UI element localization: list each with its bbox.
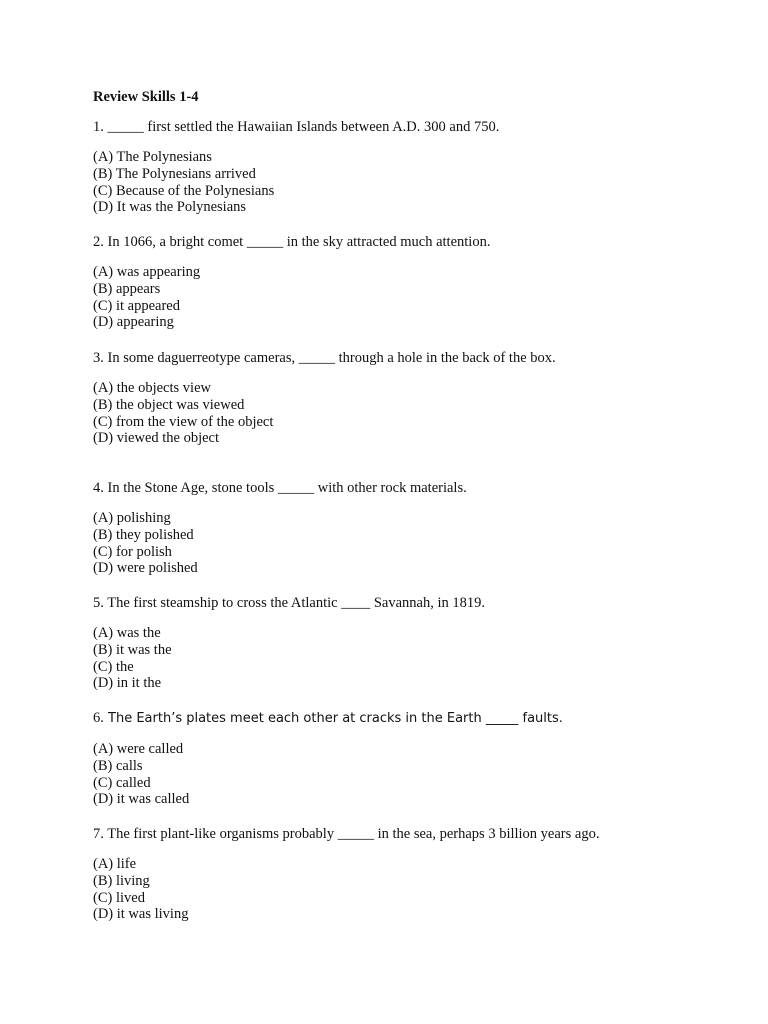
question-stem: 2. In 1066, a bright comet _____ in the sky attracted much attention. — [93, 234, 491, 250]
question-stem: 3. In some daguerreotype cameras, _____ through a hole in the back of the box. — [93, 350, 556, 366]
option-c: (C) called — [93, 774, 151, 791]
option-d: (D) viewed the object — [93, 430, 220, 447]
answer-options — [93, 380, 733, 447]
option-a: (A) the objects view — [93, 380, 211, 396]
option-d: (D) It was the Polynesians — [93, 199, 247, 216]
question-text: The Earth’s plates meet each other at cracks in the Earth _____ faults. — [108, 711, 563, 726]
option-b: (B) it was the — [93, 641, 172, 658]
option-a: (A) was the — [93, 625, 161, 641]
question-number: 6. — [93, 710, 104, 726]
option-a: (A) polishing — [93, 510, 171, 526]
answer-options — [93, 149, 733, 216]
question-5 — [93, 594, 733, 692]
answer-options — [93, 510, 733, 577]
question-stem: 1. _____ first settled the Hawaiian Islands between A.D. 300 and 750. — [93, 119, 500, 135]
answer-options — [93, 856, 733, 923]
question-4 — [93, 479, 733, 577]
option-d: (D) were polished — [93, 560, 198, 577]
option-c: (C) for polish — [93, 543, 172, 560]
question-1 — [93, 118, 733, 216]
question-3 — [93, 349, 733, 447]
option-c: (C) lived — [93, 889, 145, 906]
option-c: (C) the — [93, 658, 134, 675]
page-title: Review Skills 1-4 — [93, 89, 199, 105]
question-stem: 4. In the Stone Age, stone tools _____ with other rock materials. — [93, 480, 467, 496]
option-d: (D) appearing — [93, 314, 174, 331]
option-b: (B) the object was viewed — [93, 396, 245, 413]
question-7 — [93, 825, 733, 923]
option-b: (B) they polished — [93, 526, 194, 543]
question-stem: 5. The first steamship to cross the Atlantic ____ Savannah, in 1819. — [93, 595, 485, 611]
option-b: (B) appears — [93, 280, 161, 297]
option-b: (B) The Polynesians arrived — [93, 165, 256, 182]
option-a: (A) were called — [93, 741, 184, 757]
option-d: (D) it was living — [93, 906, 189, 923]
question-stem — [93, 709, 733, 728]
answer-options — [93, 625, 733, 692]
option-c: (C) from the view of the object — [93, 413, 274, 430]
option-a: (A) was appearing — [93, 264, 201, 280]
option-a: (A) life — [93, 856, 137, 872]
answer-options — [93, 264, 733, 331]
option-d: (D) it was called — [93, 791, 190, 808]
option-c: (C) it appeared — [93, 297, 180, 314]
answer-options — [93, 741, 733, 808]
option-a: (A) The Polynesians — [93, 149, 212, 165]
question-6 — [93, 709, 733, 808]
option-c: (C) Because of the Polynesians — [93, 182, 275, 199]
question-2 — [93, 233, 733, 331]
question-stem: 7. The first plant-like organisms probably _____ in the sea, perhaps 3 billion years ago. — [93, 826, 600, 842]
option-b: (B) calls — [93, 757, 143, 774]
option-b: (B) living — [93, 872, 150, 889]
option-d: (D) in it the — [93, 675, 162, 692]
